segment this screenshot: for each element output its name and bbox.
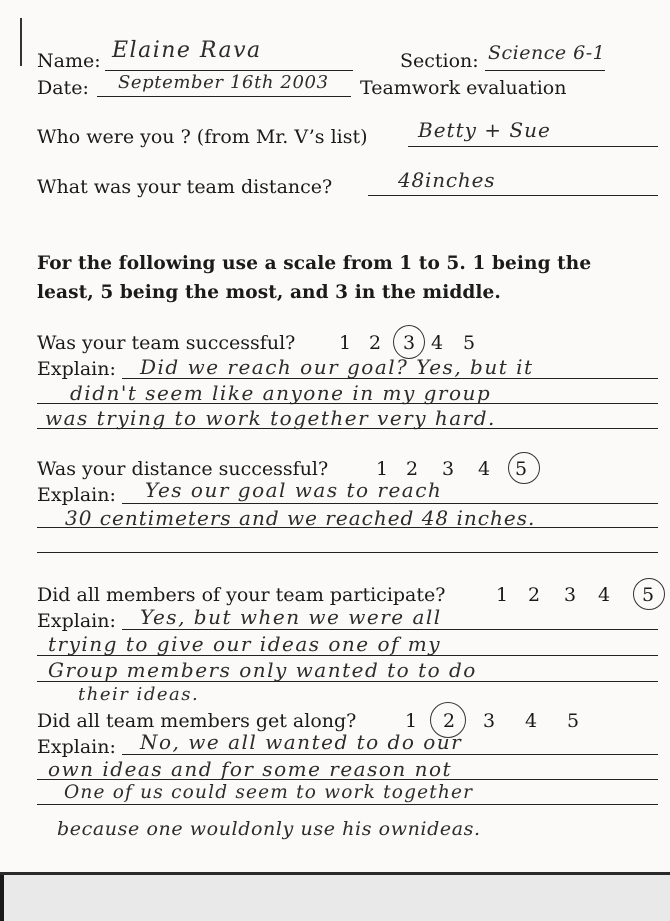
question-2-explain-label: Explain: (37, 484, 116, 506)
question-1: Was your team successful? (37, 332, 296, 354)
question-2: Was your distance successful? (37, 458, 329, 480)
scale-2: 2 (369, 332, 382, 354)
scale-4: 4 (431, 332, 444, 354)
question-3-answer-line-1: Yes, but when we were all (140, 605, 442, 629)
distance-line (368, 195, 658, 196)
scale-5: 5 (463, 332, 476, 354)
scan-edge-line (0, 872, 670, 875)
distance-value: 48inches (398, 168, 496, 192)
who-label: Who were you ? (from Mr. V’s list) (37, 126, 368, 148)
answer-rule (37, 681, 658, 682)
scale-1: 1 (376, 458, 389, 480)
question-4-answer-line-4: because one wouldonly use his ownideas. (57, 818, 481, 840)
scale-4: 4 (478, 458, 491, 480)
answer-rule (37, 403, 658, 404)
scale-1: 1 (339, 332, 352, 354)
question-1-answer-line-3: was trying to work together very hard. (45, 406, 496, 430)
answer-rule (37, 552, 658, 553)
question-2-answer-line-1: Yes our goal was to reach (145, 478, 443, 502)
question-2-answer-line-2: 30 centimeters and we reached 48 inches. (65, 506, 536, 530)
scale-5: 5 (642, 584, 655, 606)
question-1-selected-circle (393, 325, 425, 359)
name-label: Name: (37, 50, 101, 72)
question-4: Did all team members get along? (37, 710, 357, 732)
question-4-explain-label: Explain: (37, 736, 116, 758)
scale-2: 2 (528, 584, 541, 606)
question-3-scale (496, 584, 656, 608)
scale-5: 5 (515, 458, 528, 480)
scale-4: 4 (525, 710, 538, 732)
scan-bottom-edge (0, 872, 670, 921)
question-1-explain-label: Explain: (37, 358, 116, 380)
distance-label: What was your team distance? (37, 176, 333, 198)
name-value: Elaine Rava (112, 38, 262, 63)
scale-3: 3 (442, 458, 455, 480)
section-value: Science 6-1 (488, 42, 606, 64)
answer-rule (122, 503, 658, 504)
name-line (105, 70, 353, 71)
question-4-answer-line-1: No, we all wanted to do our (140, 730, 463, 754)
answer-rule (122, 378, 658, 379)
question-3-answer-line-3: Group members only wanted to to do (48, 658, 477, 682)
scale-1: 1 (496, 584, 509, 606)
question-3-selected-circle (633, 578, 665, 610)
section-label: Section: (400, 50, 479, 72)
answer-rule (37, 428, 658, 429)
answer-rule (37, 655, 658, 656)
answer-rule (122, 629, 658, 630)
scale-5: 5 (567, 710, 580, 732)
scale-3: 3 (483, 710, 496, 732)
scale-2: 2 (406, 458, 419, 480)
who-value: Betty + Sue (418, 118, 551, 142)
question-4-answer-line-2: own ideas and for some reason not (48, 757, 453, 781)
scale-1: 1 (405, 710, 418, 732)
scale-2: 2 (443, 710, 456, 732)
question-2-selected-circle (508, 452, 540, 484)
who-line (408, 146, 658, 147)
margin-mark (20, 18, 22, 66)
question-4-answer-line-3: One of us could seem to work together (64, 782, 474, 803)
question-1-answer-line-2: didn't seem like anyone in my group (70, 381, 492, 405)
question-3-explain-label: Explain: (37, 610, 116, 632)
section-line (485, 70, 605, 71)
scale-3: 3 (564, 584, 577, 606)
answer-rule (37, 779, 658, 780)
date-value: September 16th 2003 (118, 72, 329, 93)
question-3-answer-line-4: their ideas. (78, 684, 200, 705)
answer-rule (37, 804, 658, 805)
instructions-line-1: For the following use a scale from 1 to 5. 1 being the (37, 253, 592, 274)
instructions-line-2: least, 5 being the most, and 3 in the middle. (37, 282, 501, 303)
form-title: Teamwork evaluation (360, 77, 567, 99)
answer-rule (122, 754, 658, 755)
date-label: Date: (37, 77, 89, 99)
question-3: Did all members of your team participate? (37, 584, 446, 606)
scale-4: 4 (598, 584, 611, 606)
answer-rule (37, 527, 658, 528)
question-3-answer-line-2: trying to give our ideas one of my (48, 632, 442, 656)
question-1-answer-line-1: Did we reach our goal? Yes, but it (140, 355, 534, 379)
date-line (97, 96, 351, 97)
scale-3: 3 (403, 332, 416, 354)
